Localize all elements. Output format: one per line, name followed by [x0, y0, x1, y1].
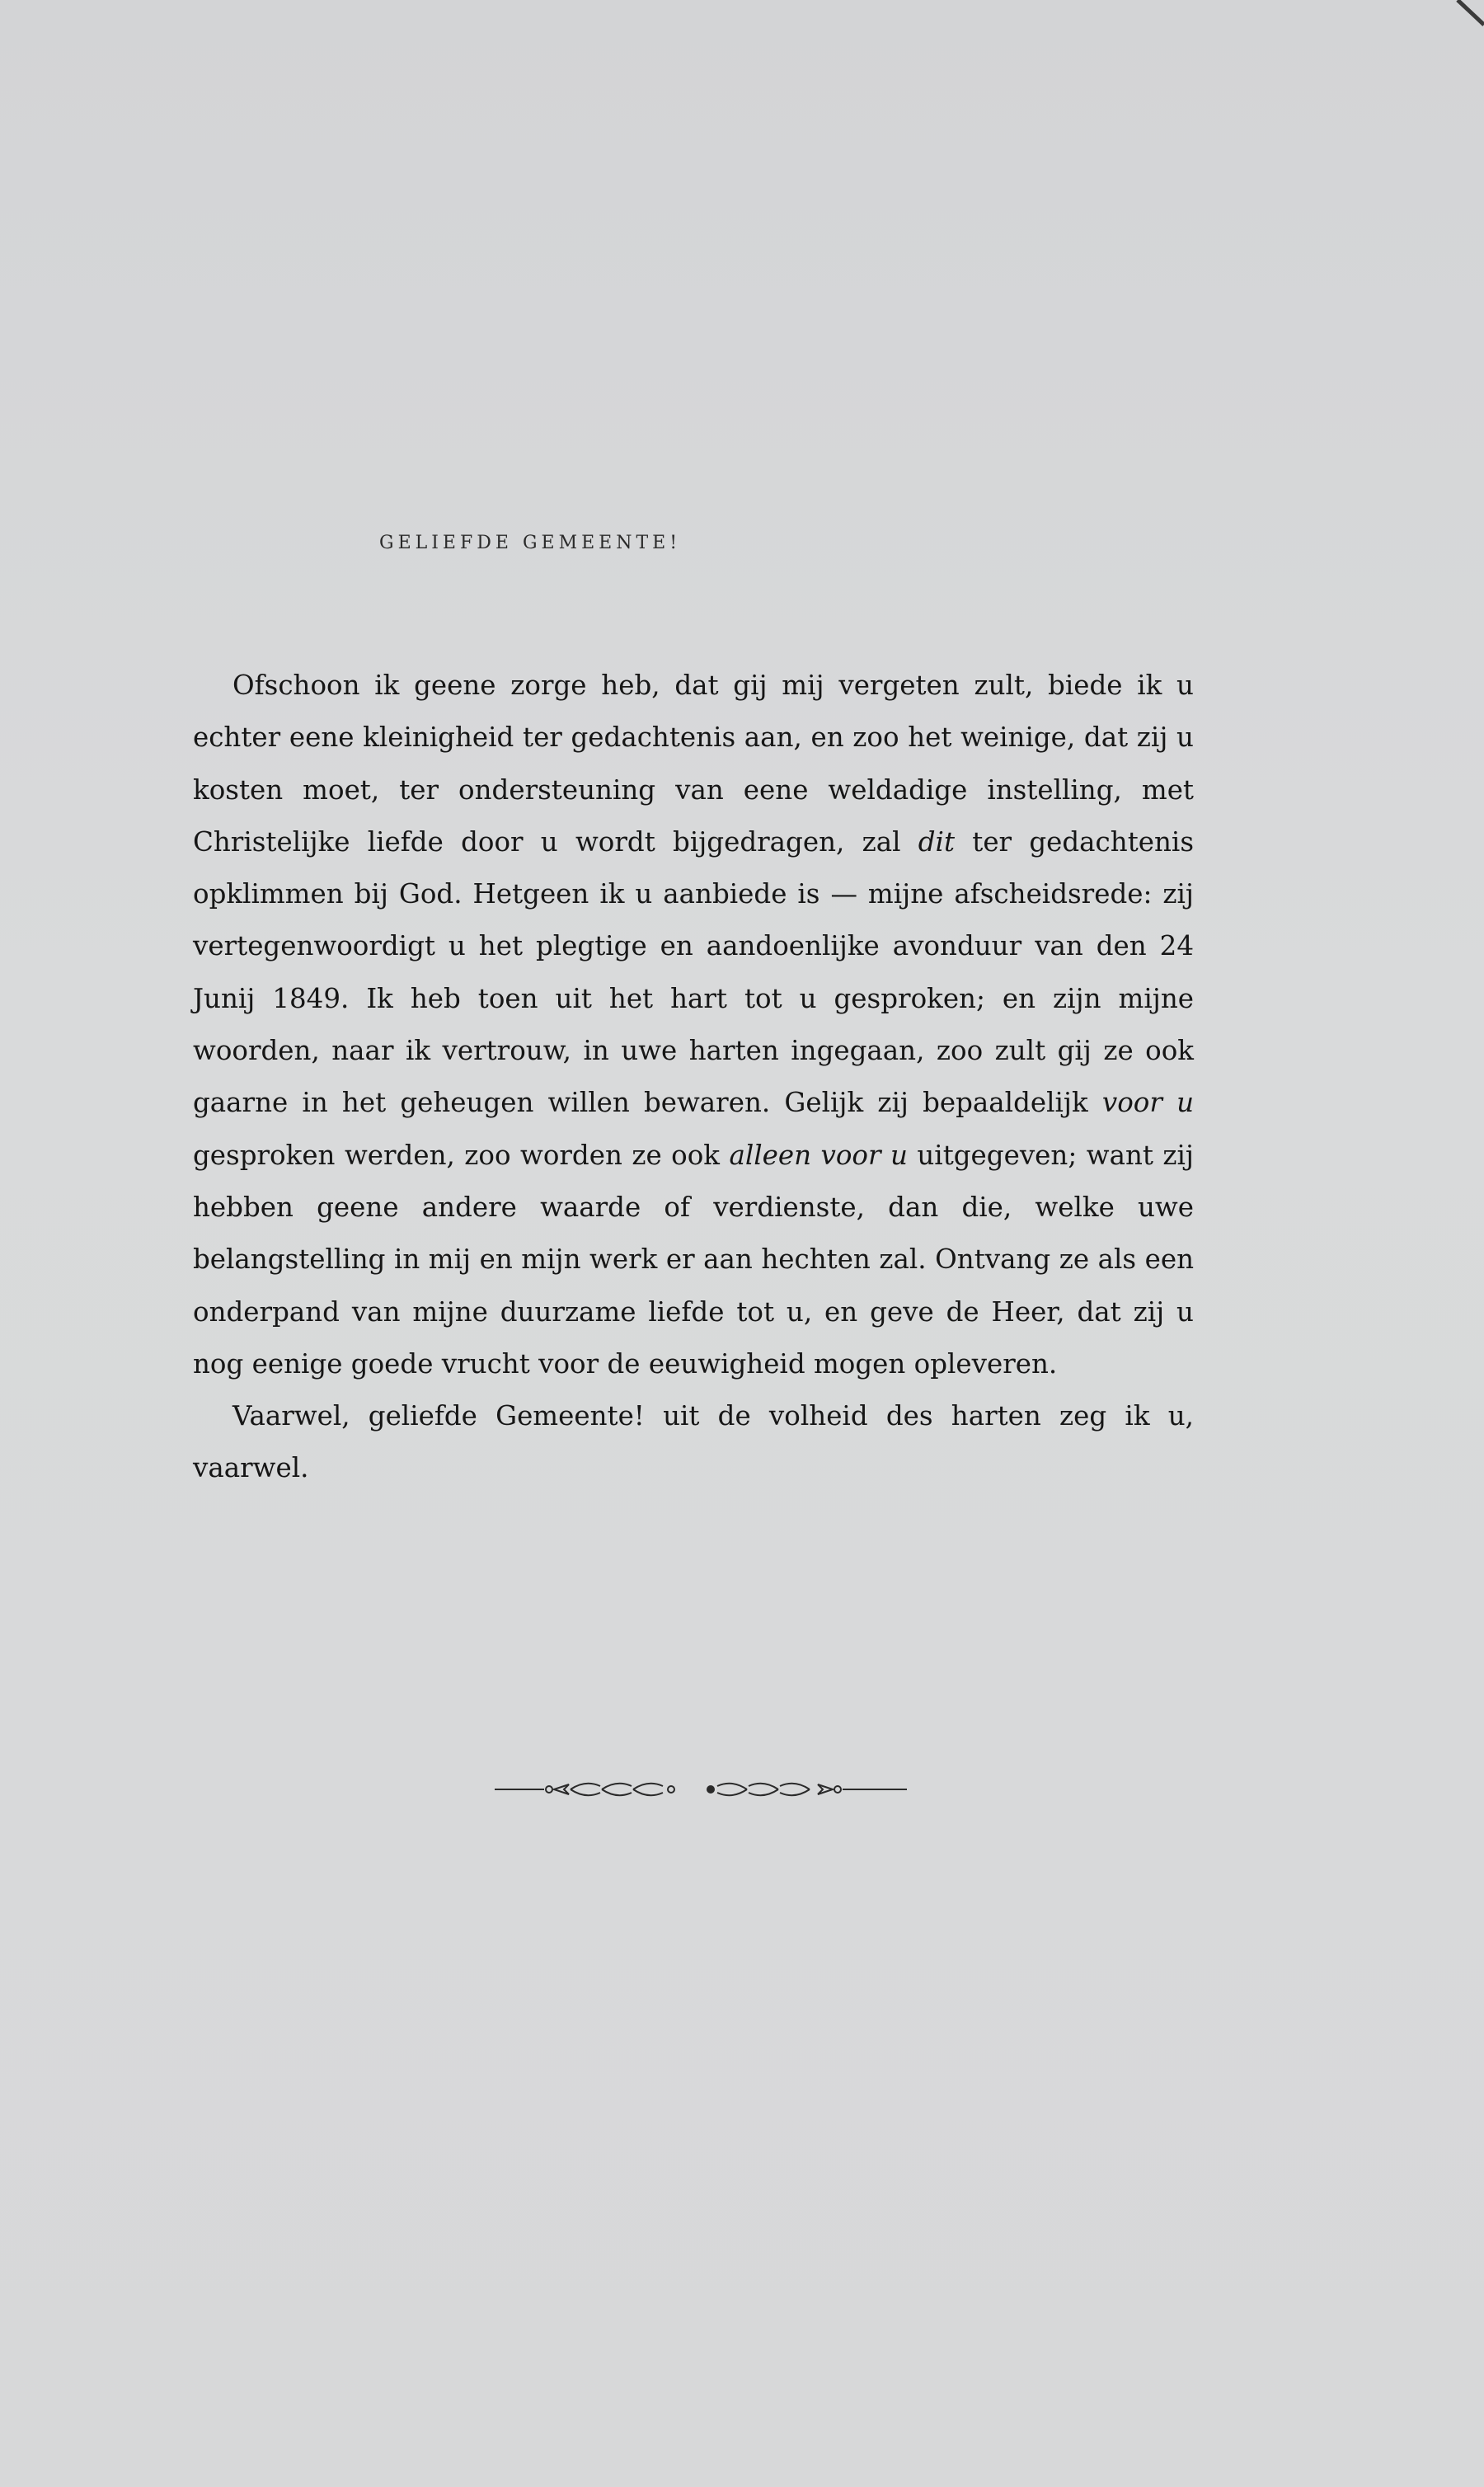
emphasis-voor-u: voor u: [1101, 1087, 1194, 1119]
page-heading: GELIEFDE GEMEENTE!: [379, 533, 682, 553]
paragraph-farewell: Vaarwel, geliefde Gemeente! uit de volheid des harten zeg ik u, vaarwel.: [193, 1400, 1194, 1484]
page-corner-mark: [1435, 0, 1484, 33]
emphasis-alleen-voor-u: alleen voor u: [729, 1139, 908, 1171]
paragraph-main-part-3: gesproken werden, zoo worden ze ook: [193, 1139, 730, 1171]
letter-body: [193, 660, 1194, 1495]
paragraph-main-part-2: ter gedachtenis opklimmen bij God. Hetgeen ik u aanbiede is — mijne afscheidsrede: zij vertegenwoordigt u het plegtige en aandoenlijke avonduur van den 24 Junij 1849. Ik heb toen uit het hart tot u gesproken; en zijn mijne woorden, naar ik vertrouw, in uwe harten ingegaan, zoo zult gij ze ook gaarne in het geheugen willen bewaren. Gelijk zij bepaaldelijk: [193, 825, 1194, 1119]
paragraph-main: [193, 660, 1194, 1390]
emphasis-dit: dit: [918, 825, 956, 858]
paragraph-main-part-4: uitgegeven; want zij hebben geene andere waarde of verdienste, dan die, welke uwe belangstelling in mij en mijn werk er aan hechten zal. Ontvang ze als een onderpand van mijne duurzame liefde tot u, en geve de Heer, dat zij u nog eenige goede vrucht voor de eeuwigheid mogen opleveren.: [193, 1139, 1194, 1380]
paragraph-main-part-1: Ofschoon ik geene zorge heb, dat gij mij vergeten zult, biede ik u echter eene kleinigheid ter gedachtenis aan, en zoo het weinige, dat zij u kosten moet, ter ondersteuning van eene weldadige instelling, met Christelijke liefde door u wordt bijgedragen, zal: [193, 670, 1194, 858]
decorative-rule-icon: [495, 1773, 907, 1806]
